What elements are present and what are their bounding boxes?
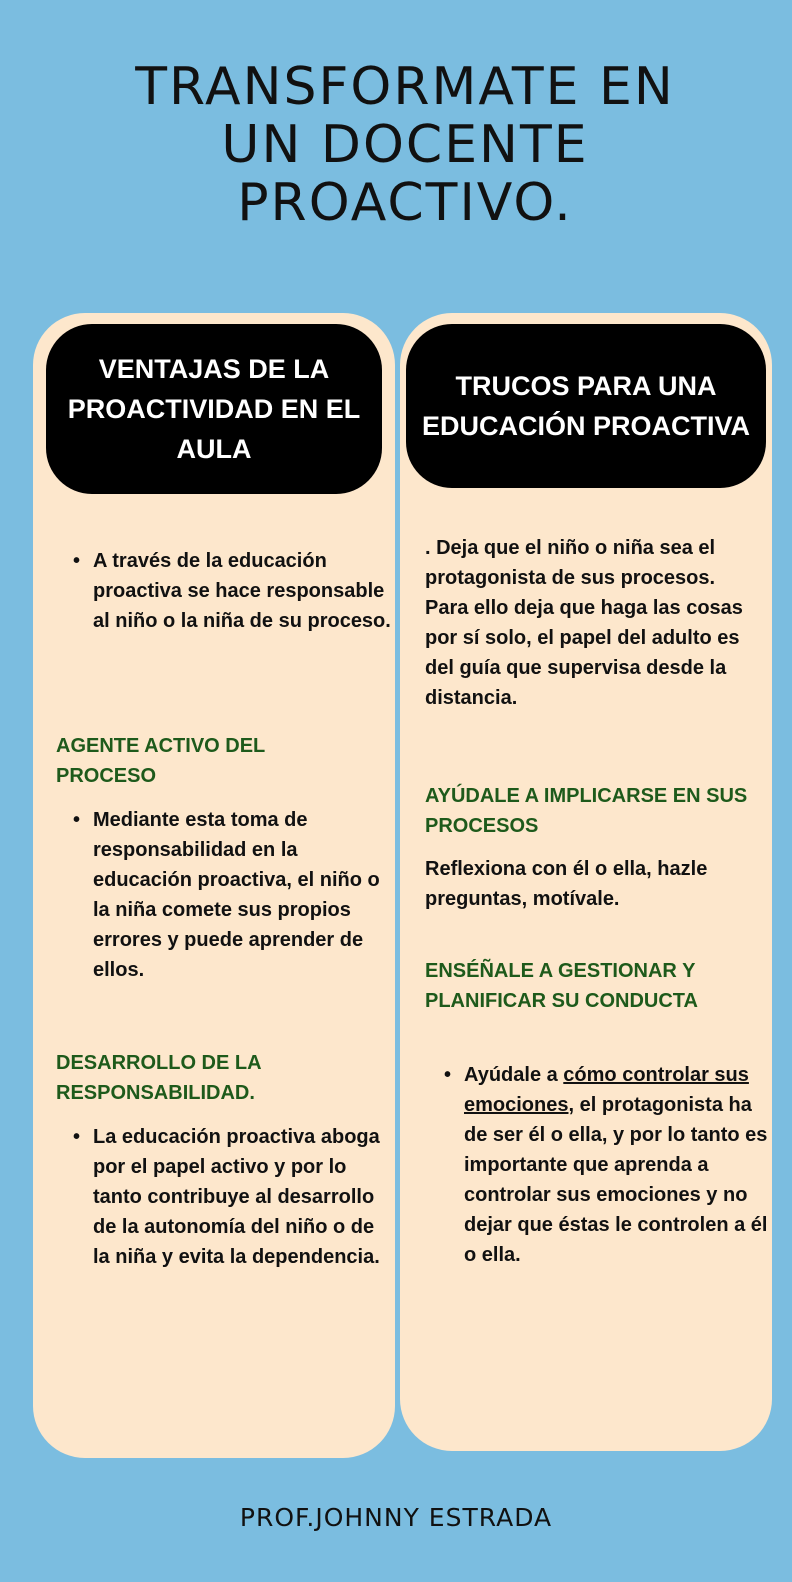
tips-paragraph-1: . Deja que el niño o niña sea el protagonista de sus procesos. Para ello deja que haga las cosas por sí solo, el papel del adulto es del guía que supervisa desde la distancia. (425, 537, 743, 709)
tips-header-text: TRUCOS PARA UNA EDUCACIÓN PROACTIVA (421, 371, 750, 441)
title-line-2: UN DOCENTE (221, 115, 589, 175)
advantages-bullet-3: • La educación proactiva aboga por el papel activo y por lo tanto contribuye al desarrollo de la autonomía del niño o de la niña y evita la dependencia. (53, 1122, 393, 1272)
heading-active-agent: AGENTE ACTIVO DEL PROCESO (56, 735, 265, 787)
tips-paragraph-2: Reflexiona con él o ella, hazle preguntas, motívale. (425, 858, 708, 910)
page-title (60, 58, 750, 232)
title-line-3: PROACTIVO. (237, 173, 573, 233)
title-line-1: TRANSFORMATE EN (135, 57, 675, 117)
heading-manage: ENSÉÑALE A GESTIONAR Y PLANIFICAR SU CONDUCTA (425, 960, 698, 1012)
advantages-header-text: VENTAJAS DE LA PROACTIVIDAD EN EL AULA (67, 354, 361, 464)
tips-column (400, 313, 772, 1451)
tips-bullet (424, 1060, 770, 1270)
heading-involve: AYÚDALE A IMPLICARSE EN SUS PROCESOS (425, 785, 748, 837)
advantages-column (33, 313, 395, 1458)
tips-bullet-pre: Ayúdale a (464, 1064, 564, 1086)
emotions-link[interactable]: cómo controlar sus emociones (464, 1064, 749, 1116)
advantages-bullet-1: • A través de la educación proactiva se hace responsable al niño o la niña de su proceso. (53, 546, 393, 636)
advantages-bullet-2: • Mediante esta toma de responsabilidad en la educación proactiva, el niño o la niña comete sus propios errores y puede aprender de ellos. (53, 805, 393, 985)
tips-bullet-post: , el protagonista ha de ser él o ella, y por lo tanto es importante que aprenda a controlar sus emociones y no dejar que éstas le controlen a él o ella. (464, 1094, 768, 1266)
advantages-header (46, 324, 382, 494)
tips-header (406, 324, 766, 488)
author-credit: PROF.JOHNNY ESTRADA (239, 1503, 553, 1532)
heading-responsibility: DESARROLLO DE LA RESPONSABILIDAD. (56, 1052, 261, 1104)
